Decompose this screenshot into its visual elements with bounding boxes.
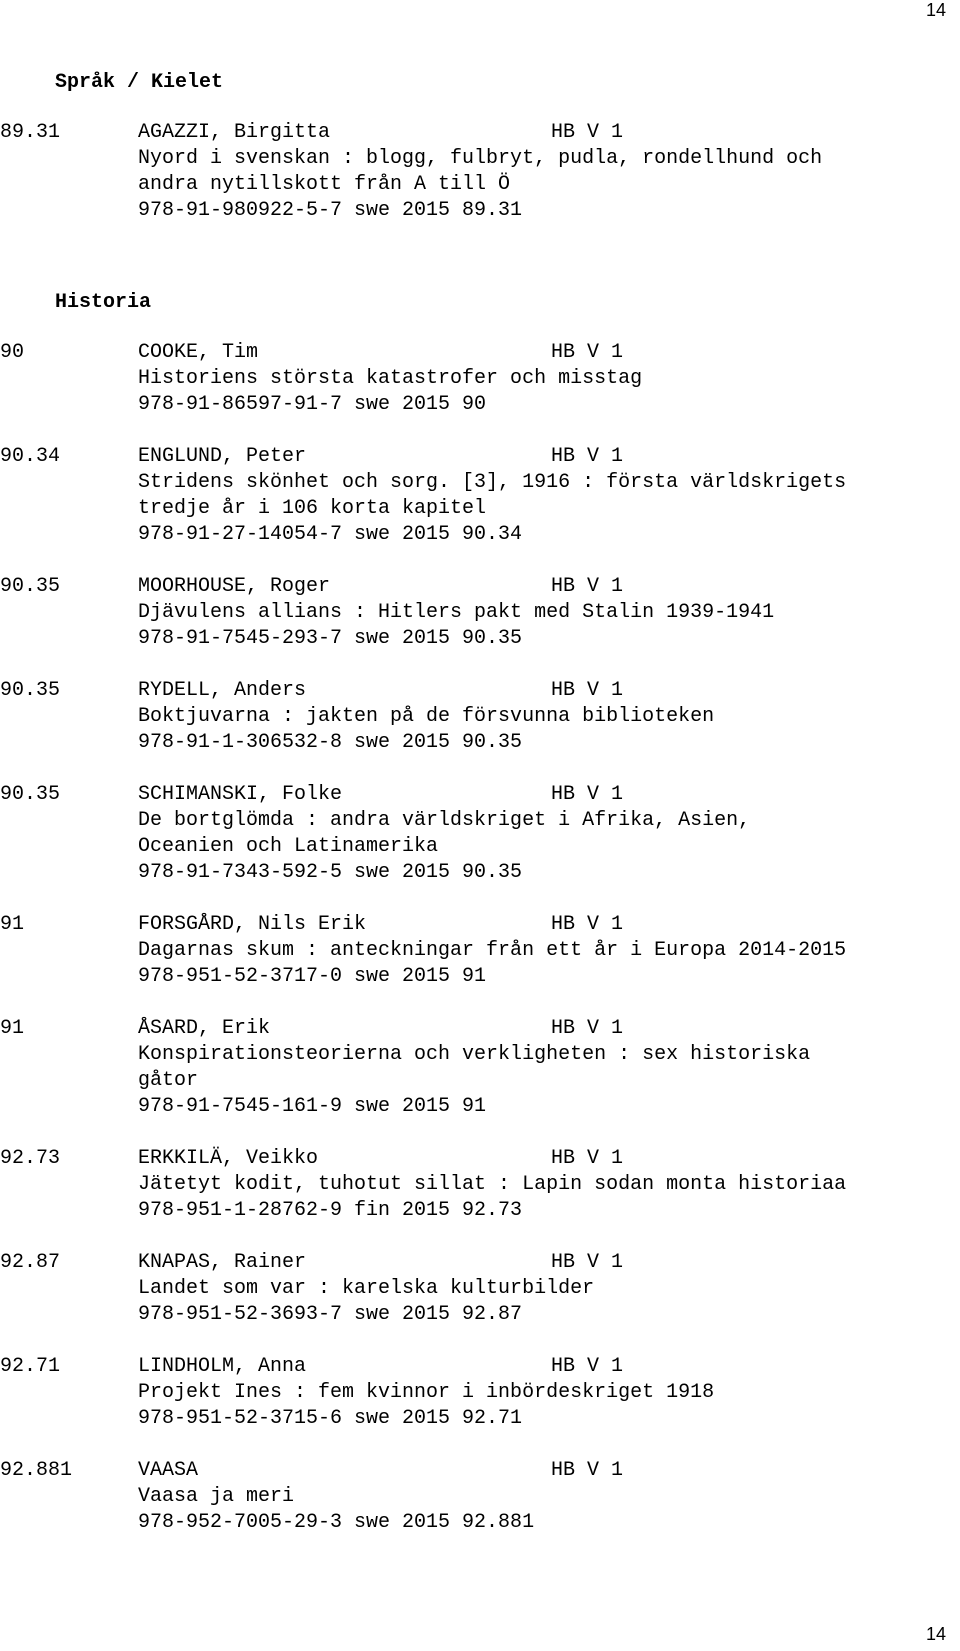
classification-code: 90.35	[0, 575, 61, 598]
author-name: COOKE, Tim	[138, 341, 259, 364]
entry-header-row	[138, 912, 953, 938]
shelf-location: HB V 1	[551, 783, 624, 806]
title-line: Djävulens allians : Hitlers pakt med Stalin 1939-1941	[138, 601, 775, 624]
title-line: Oceanien och Latinamerika	[138, 835, 439, 858]
entry-header-row	[138, 444, 953, 470]
title-line: Konspirationsteorierna och verkligheten : sex historiska	[138, 1043, 811, 1066]
shelf-location: HB V 1	[551, 1459, 624, 1482]
classification-code: 90.34	[0, 445, 61, 468]
classification-code: 89.31	[0, 121, 61, 144]
entry-body	[138, 1146, 953, 1224]
catalog-entry	[0, 1458, 960, 1536]
entry-header-row	[138, 1250, 953, 1276]
catalog-entry	[0, 444, 960, 548]
title-line: Boktjuvarna : jakten på de försvunna biblioteken	[138, 705, 715, 728]
section-heading: Historia	[55, 291, 152, 314]
author-name: MOORHOUSE, Roger	[138, 575, 331, 598]
entry-header-row	[138, 678, 953, 704]
entry-body	[138, 340, 953, 418]
shelf-location: HB V 1	[551, 575, 624, 598]
title-line: Nyord i svenskan : blogg, fulbryt, pudla, rondellhund och	[138, 147, 823, 170]
author-name: KNAPAS, Rainer	[138, 1251, 307, 1274]
entry-header-row	[138, 1146, 953, 1172]
catalog-entry	[0, 1016, 960, 1120]
title-line: Dagarnas skum : anteckningar från ett år i Europa 2014-2015	[138, 939, 847, 962]
title-line: Vaasa ja meri	[138, 1485, 295, 1508]
entry-body	[138, 444, 953, 548]
isbn-line: 978-91-7343-592-5 swe 2015 90.35	[138, 861, 523, 884]
title-line: gåtor	[138, 1069, 199, 1092]
entry-body	[138, 912, 953, 990]
classification-code: 90	[0, 341, 25, 364]
title-line: andra nytillskott från A till Ö	[138, 173, 511, 196]
catalog-entry	[0, 912, 960, 990]
catalog-entry	[0, 120, 960, 224]
shelf-location: HB V 1	[551, 445, 624, 468]
shelf-location: HB V 1	[551, 1147, 624, 1170]
author-name: AGAZZI, Birgitta	[138, 121, 331, 144]
shelf-location: HB V 1	[551, 341, 624, 364]
catalog-entry	[0, 340, 960, 418]
author-name: SCHIMANSKI, Folke	[138, 783, 343, 806]
author-name: ÅSARD, Erik	[138, 1017, 271, 1040]
isbn-line: 978-91-7545-293-7 swe 2015 90.35	[138, 627, 523, 650]
catalog-entry	[0, 1146, 960, 1224]
catalog-entry	[0, 782, 960, 886]
entry-header-row	[138, 782, 953, 808]
entry-body	[138, 678, 953, 756]
shelf-location: HB V 1	[551, 1017, 624, 1040]
isbn-line: 978-91-27-14054-7 swe 2015 90.34	[138, 523, 523, 546]
section-gap	[0, 250, 960, 290]
page-number-bottom: 14	[925, 1624, 946, 1644]
entry-body	[138, 1354, 953, 1432]
entry-body	[138, 120, 953, 224]
title-line: Jätetyt kodit, tuhotut sillat : Lapin sodan monta historiaa	[138, 1173, 847, 1196]
classification-code: 90.35	[0, 783, 61, 806]
classification-code: 91	[0, 1017, 25, 1040]
isbn-line: 978-91-1-306532-8 swe 2015 90.35	[138, 731, 523, 754]
shelf-location: HB V 1	[551, 1251, 624, 1274]
entry-header-row	[138, 340, 953, 366]
page-number-top: 14	[925, 0, 946, 20]
catalog-entry	[0, 678, 960, 756]
title-line: Projekt Ines : fem kvinnor i inbördeskriget 1918	[138, 1381, 715, 1404]
shelf-location: HB V 1	[551, 679, 624, 702]
entry-header-row	[138, 1354, 953, 1380]
shelf-location: HB V 1	[551, 913, 624, 936]
entry-body	[138, 1250, 953, 1328]
author-name: LINDHOLM, Anna	[138, 1355, 307, 1378]
classification-code: 92.87	[0, 1251, 61, 1274]
isbn-line: 978-951-52-3715-6 swe 2015 92.71	[138, 1407, 523, 1430]
author-name: ENGLUND, Peter	[138, 445, 307, 468]
shelf-location: HB V 1	[551, 121, 624, 144]
author-name: ERKKILÄ, Veikko	[138, 1147, 319, 1170]
shelf-location: HB V 1	[551, 1355, 624, 1378]
isbn-line: 978-951-52-3717-0 swe 2015 91	[138, 965, 487, 988]
title-line: De bortglömda : andra världskriget i Afrika, Asien,	[138, 809, 751, 832]
entry-body	[138, 574, 953, 652]
isbn-line: 978-951-1-28762-9 fin 2015 92.73	[138, 1199, 523, 1222]
catalog-entry	[0, 1250, 960, 1328]
classification-code: 91	[0, 913, 25, 936]
author-name: VAASA	[138, 1459, 199, 1482]
author-name: FORSGÅRD, Nils Erik	[138, 913, 367, 936]
classification-code: 92.881	[0, 1459, 73, 1482]
isbn-line: 978-951-52-3693-7 swe 2015 92.87	[138, 1303, 523, 1326]
isbn-line: 978-91-980922-5-7 swe 2015 89.31	[138, 199, 523, 222]
catalog-entry	[0, 574, 960, 652]
catalog-entry	[0, 1354, 960, 1432]
isbn-line: 978-952-7005-29-3 swe 2015 92.881	[138, 1511, 535, 1534]
classification-code: 90.35	[0, 679, 61, 702]
entry-header-row	[138, 1458, 953, 1484]
title-line: Landet som var : karelska kulturbilder	[138, 1277, 595, 1300]
entry-body	[138, 1458, 953, 1536]
classification-code: 92.71	[0, 1355, 61, 1378]
author-name: RYDELL, Anders	[138, 679, 307, 702]
entry-header-row	[138, 120, 953, 146]
isbn-line: 978-91-7545-161-9 swe 2015 91	[138, 1095, 487, 1118]
title-line: Historiens största katastrofer och misstag	[138, 367, 643, 390]
title-line: tredje år i 106 korta kapitel	[138, 497, 487, 520]
entry-body	[138, 1016, 953, 1120]
isbn-line: 978-91-86597-91-7 swe 2015 90	[138, 393, 487, 416]
entry-header-row	[138, 574, 953, 600]
title-line: Stridens skönhet och sorg. [3], 1916 : första världskrigets	[138, 471, 847, 494]
section-heading: Språk / Kielet	[55, 71, 224, 94]
entry-header-row	[138, 1016, 953, 1042]
classification-code: 92.73	[0, 1147, 61, 1170]
catalog-list	[0, 70, 960, 1562]
entry-body	[138, 782, 953, 886]
